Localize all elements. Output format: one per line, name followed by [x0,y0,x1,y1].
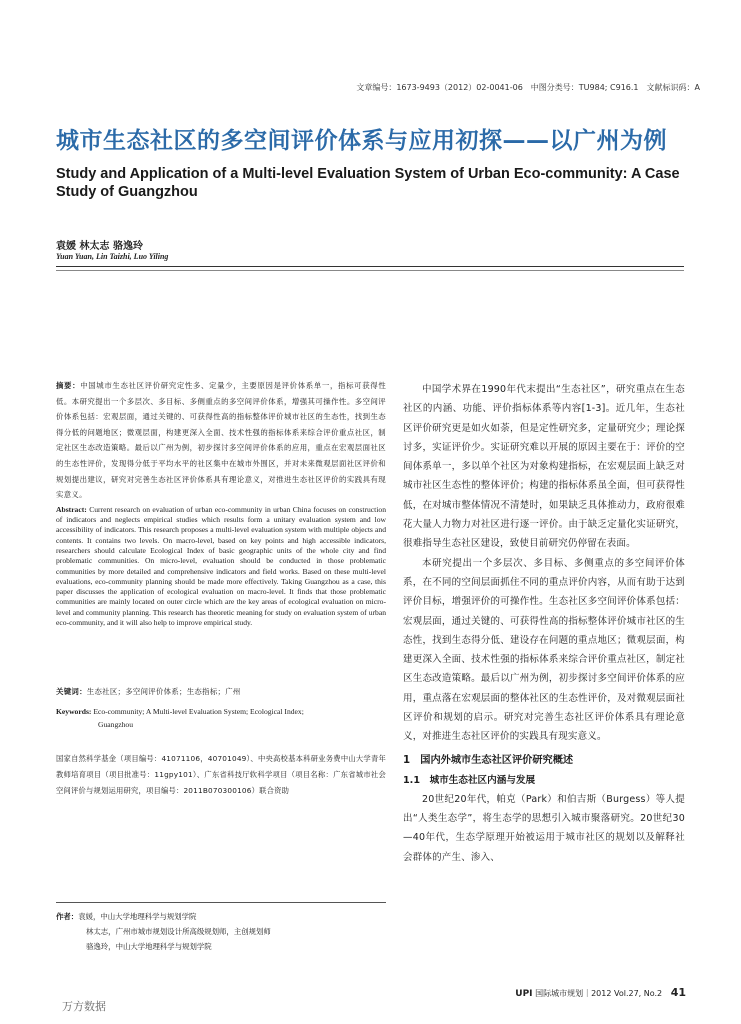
author-info-row-3: 骆逸玲，中山大学地理科学与规划学院 [86,942,212,951]
authors-cn: 袁媛 林太志 骆逸玲 [56,241,143,252]
abstract-en-text: Current research on evaluation of urban eco-community in urban China focuses on construction of indicators and neglects empirical studies which results form a unitary evaluation system and low accessibility of indicators. This research proposes a multi-level evaluation system with multiple objects and contents. It contains two levels. On macro-level, based on key points and high accessible indicators, researchers should calculate Ecological Index of basic geographic units of the whole city and find problematic communities. On micro-level, evaluation should be conducted in those problematic communities by more detailed and comprehensive indicators and field works. Based on these multi-level evaluations, eco-community planning should be made more effectively. Taking Guangzhou as a case, this paper discusses the application of ecological evaluation on macro-level. It finds that those problematic communities are mainly located on outer circle which are the key areas of ecological evaluation on micro-level and community planning. This research has theoretic meaning for study on evaluation system of urban eco-community, and it will also help to improve empirical study. [56,504,386,628]
author-info [56,902,386,954]
header-rule-thin [56,270,684,271]
journal-info: 国际城市规划｜2012 Vol.27, No.2 [535,989,663,998]
footer [490,986,686,999]
keywords-en-line2: Guangzhou [98,720,134,730]
watermark: 万方数据 [62,1000,106,1013]
keywords-en-line1: Eco-community; A Multi-level Evaluation System; Ecological Index; [93,707,304,717]
keywords-en [56,705,386,731]
author-info-label: 作者： [56,912,79,921]
page-number: 41 [670,986,686,999]
keywords [56,686,386,731]
right-column [403,380,685,867]
body-paragraph-3: 20世纪20年代，帕克（Park）和伯吉斯（Burgess）等人提出“人类生态学”，将生态学的思想引入城市聚落研究。20世纪30—40年代，生态学原理开始被运用于城市社区的规划以及解释社会群体的产生、渗入、 [403,793,685,863]
author-info-row-1 [56,909,386,924]
left-column [56,378,386,799]
abstract-cn-label: 摘要： [56,381,81,390]
abstract-cn-text: 中国城市生态社区评价研究定性多、定量少，主要原因是评价体系单一，指标可获得性低。本研究提出一个多层次、多目标、多侧重点的多空间评价体系，增强其可操作性。多空间评价体系包括：宏观层面，通过关键的、可获得性高的指标整体评价城市社区的生态性，找到生态得分低的问题地区；微观层面，构建更深入全面、技术性强的指标体系来综合评价重点社区，制定社区生态改造策略。最后以广州为例，初步探讨多空间评价体系的应用，重点在宏观层面社区的生态性评价，发现得分低于平均水平的社区集中在城市外围区，并对未来微观层面社区评价和规划提出建议，研究对完善生态社区评价体系具有理论意义，对推进生态社区评价的实践具有现实意义。 [56,381,387,500]
title-cn: 城市生态社区的多空间评价体系与应用初探——以广州为例 [56,128,667,154]
keywords-cn [56,686,386,697]
body-paragraph-2: 本研究提出一个多层次、多目标、多侧重点的多空间评价体系，在不同的空间层面抓住不同的重点评价内容，从而有助于达到评价目标，增强评价的可操作性。生态社区多空间评价体系包括：宏观层面，通过关键的、可获得性高的指标整体评价城市社区的生态性，找到生态得分低、建设存在问题的重点地区；微观层面，构建更深入全面、技术性强的指标体系来综合评价重点社区，制定社区生态改造策略。最后以广州为例，初步探讨多空间评价体系的应用，重点落在宏观层面的整体社区的生态性评价，及对微观层面社区评价和规划的启示。研究对完善生态社区评价体系具有理论意义，对推进生态社区评价的实践具有现实意义。 [403,557,685,743]
subsection-heading-1-1: 1.1 城市生态社区内涵与发展 [403,774,536,786]
authors-en: Yuan Yuan, Lin Taizhi, Luo Yiling [56,252,169,261]
author-info-r1: 袁媛，中山大学地理科学与规划学院 [78,912,197,921]
funding: 国家自然科学基金（项目编号：41071106，40701049）、中央高校基本科研业务费中山大学青年教师培育项目（项目批准号：11gpy101）、广东省科技厅软科学项目（项目名称：广东省城市社会空间评价与规划运用研究，项目编号：2011B070300106）联合资助 [56,754,386,796]
meta-line: 文章编号：1673-9493（2012）02-0041-06 中图分类号：TU984; C916.1 文献标识码：A [356,83,700,92]
keywords-en-label: Keywords: [56,707,92,717]
keywords-cn-label: 关键词： [56,687,87,697]
title-en: Study and Application of a Multi-level Evaluation System of Urban Eco-community: A Case Study of Guangzhou [56,166,680,200]
author-info-row-2: 林太志，广州市城市规划设计所高级规划师，主创规划师 [86,927,271,936]
body-paragraph-1: 中国学术界在1990年代末提出“生态社区”，研究重点在生态社区的内涵、功能、评价指标体系等内容[1-3]。近几年，生态社区评价研究更是如火如荼，但是定性研究多，定量研究少；理论探讨多，实证评价少。实证研究难以开展的原因主要在于：评价的空间体系单一，多以单个社区为对象构建指标，在宏观层面上缺乏对城市社区生态性的整体评价；构建的指标体系虽全面，但可获得性低，在对城市整体情况不清楚时，如果缺乏具体推动力，政府很难花大量人力物力对社区进行逐一评价。由于缺乏定量化实证研究，很难指导生态社区建设，致使目前研究仍停留在表面。 [403,384,685,550]
journal-logo: UPI [515,989,533,999]
section-heading-1: 1 国内外城市生态社区评价研究概述 [403,754,574,766]
abstract-en [56,505,386,629]
keywords-cn-text: 生态社区；多空间评价体系；生态指标；广州 [86,687,241,697]
header-rule [56,266,684,267]
abstract-cn [56,378,386,503]
abstract-en-label: Abstract: [56,504,87,514]
